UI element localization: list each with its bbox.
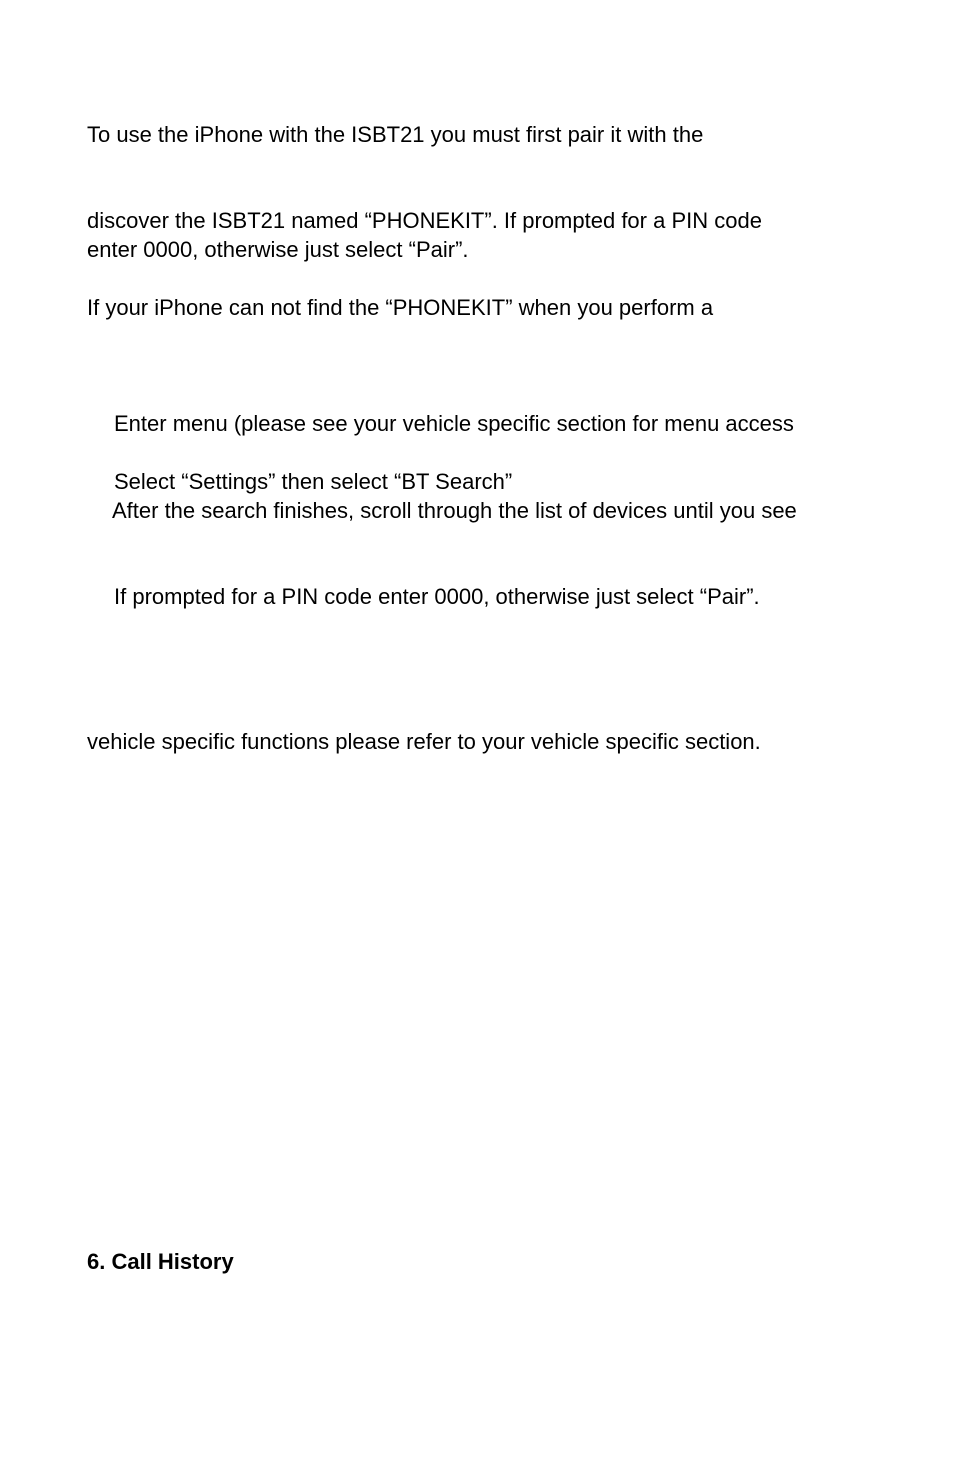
step-scroll-devices: After the search finishes, scroll through the list of devices until you see — [112, 498, 797, 523]
section-heading-call-history: 6. Call History — [87, 1249, 234, 1274]
paragraph-pairing-intro: To use the iPhone with the ISBT21 you must first pair it with the — [87, 122, 704, 147]
paragraph-vehicle-functions: vehicle specific functions please refer to your vehicle specific section. — [87, 729, 761, 754]
step-enter-menu: Enter menu (please see your vehicle specific section for menu access — [114, 411, 794, 436]
paragraph-not-found: If your iPhone can not find the “PHONEKIT” when you perform a — [87, 295, 714, 320]
paragraph-discover-line-2: enter 0000, otherwise just select “Pair”. — [87, 237, 469, 262]
step-settings-search: Select “Settings” then select “BT Search” — [114, 469, 513, 494]
paragraph-discover-line-1: discover the ISBT21 named “PHONEKIT”. If prompted for a PIN code — [87, 208, 762, 233]
step-pin-code: If prompted for a PIN code enter 0000, otherwise just select “Pair”. — [114, 584, 760, 609]
